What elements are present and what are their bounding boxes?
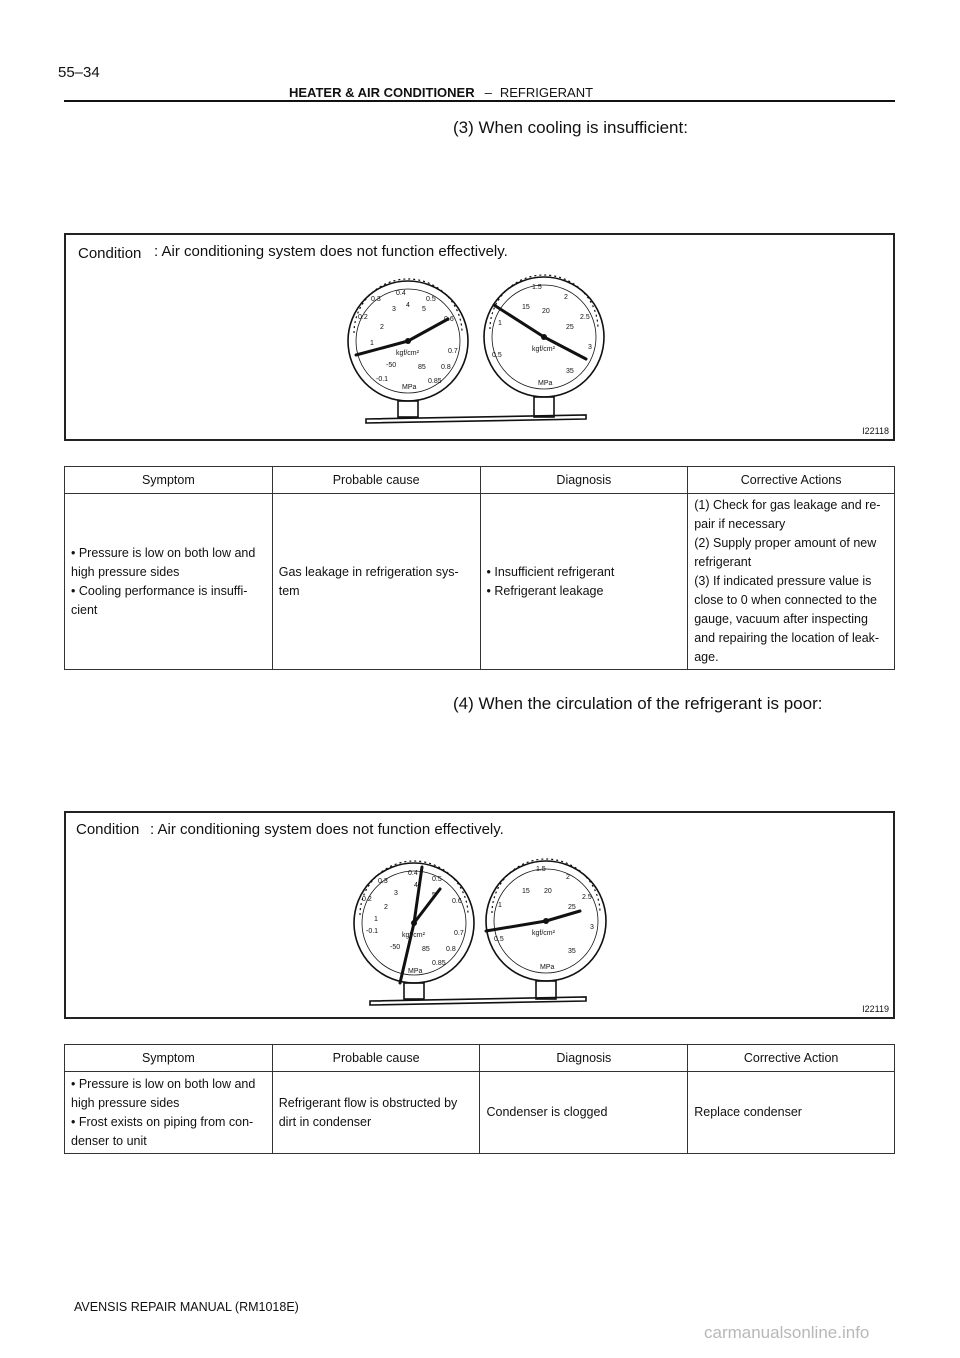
action-cell — [688, 1072, 895, 1154]
svg-text:3: 3 — [588, 344, 592, 351]
svg-text:1: 1 — [370, 340, 374, 347]
col-header-diagnosis: Diagnosis — [480, 1045, 688, 1072]
col-header-symptom: Symptom — [65, 467, 273, 494]
svg-text:0.2: 0.2 — [362, 896, 372, 903]
cause-line: dirt in condenser — [278, 1114, 372, 1129]
svg-text:2.5: 2.5 — [582, 894, 592, 901]
svg-text:kgf/cm²: kgf/cm² — [396, 350, 419, 357]
svg-text:35: 35 — [566, 368, 574, 375]
col-header-cause: Probable cause — [272, 1045, 480, 1072]
svg-text:1.5: 1.5 — [536, 866, 546, 873]
symptom-line: • Frost exists on piping from con- — [71, 1114, 254, 1129]
diagnosis-line: • Insufficient refrigerant — [486, 564, 615, 579]
svg-text:1: 1 — [498, 320, 502, 327]
symptom-line: • Cooling performance is insuffi- — [71, 583, 248, 598]
svg-text:0.5: 0.5 — [432, 876, 442, 883]
svg-text:4: 4 — [406, 302, 410, 309]
manual-footer: AVENSIS REPAIR MANUAL (RM1018E) — [74, 1300, 299, 1314]
svg-text:2: 2 — [566, 874, 570, 881]
svg-text:1.5: 1.5 — [532, 284, 542, 291]
svg-text:-50: -50 — [390, 944, 401, 951]
svg-text:kgf/cm²: kgf/cm² — [532, 346, 555, 353]
svg-text:1: 1 — [498, 902, 502, 909]
svg-text:0.3: 0.3 — [378, 878, 388, 885]
figure-id: I22119 — [862, 1004, 889, 1014]
cause-line: Gas leakage in refrigeration sys- — [278, 564, 459, 579]
symptom-line: • Pressure is low on both low and — [71, 1076, 256, 1091]
header-section: HEATER & AIR CONDITIONER — [289, 85, 475, 100]
diagnosis-cell — [480, 1072, 688, 1154]
svg-text:3: 3 — [394, 890, 398, 897]
table-header-row — [65, 467, 895, 494]
condition-text: : Air conditioning system does not function effectively. — [150, 821, 504, 838]
action-line: gauge, vacuum after inspecting — [694, 612, 868, 626]
col-header-action: Corrective Action — [688, 1045, 895, 1072]
symptom-line: cient — [71, 602, 98, 617]
diagnosis-table-3 — [64, 466, 895, 670]
svg-text:0.8: 0.8 — [446, 946, 456, 953]
condition-label: Condition — [78, 245, 142, 262]
figure-i22118 — [64, 233, 895, 441]
svg-text:85: 85 — [422, 946, 430, 953]
svg-text:3: 3 — [392, 306, 396, 313]
symptom-line: denser to unit — [71, 1133, 147, 1148]
svg-text:15: 15 — [522, 304, 530, 311]
cause-cell — [272, 1072, 480, 1154]
svg-text:2.5: 2.5 — [580, 314, 590, 321]
svg-text:20: 20 — [542, 308, 550, 315]
diagnosis-table-4 — [64, 1044, 895, 1154]
svg-text:0.4: 0.4 — [408, 870, 418, 877]
svg-text:5: 5 — [432, 892, 436, 899]
diagnosis-cell — [480, 494, 688, 670]
svg-text:0.85: 0.85 — [428, 378, 442, 385]
svg-text:MPa: MPa — [538, 380, 553, 387]
col-header-cause: Probable cause — [272, 467, 480, 494]
action-line: (3) If indicated pressure value is — [694, 574, 872, 588]
svg-text:2: 2 — [564, 294, 568, 301]
col-header-symptom: Symptom — [65, 1045, 273, 1072]
svg-text:0.5: 0.5 — [494, 936, 504, 943]
svg-text:1: 1 — [374, 916, 378, 923]
svg-text:85: 85 — [418, 364, 426, 371]
header-subsection: REFRIGERANT — [499, 85, 594, 100]
svg-text:MPa: MPa — [402, 384, 417, 391]
figure-id: I22118 — [862, 426, 889, 436]
svg-text:kgf/cm²: kgf/cm² — [402, 932, 425, 939]
gauge-pair-illustration — [336, 271, 626, 431]
svg-text:20: 20 — [544, 888, 552, 895]
svg-text:kgf/cm²: kgf/cm² — [532, 930, 555, 937]
diagnosis-line: Condenser is clogged — [486, 1105, 608, 1119]
running-header — [289, 85, 593, 100]
svg-text:5: 5 — [422, 306, 426, 313]
svg-text:4: 4 — [414, 882, 418, 889]
watermark: carmanualsonline.info — [704, 1323, 870, 1342]
svg-text:MPa: MPa — [540, 964, 555, 971]
action-line: pair if necessary — [694, 517, 786, 531]
symptom-line: high pressure sides — [71, 564, 180, 579]
symptom-line: high pressure sides — [71, 1095, 180, 1110]
action-line: (1) Check for gas leakage and re- — [694, 498, 881, 512]
svg-text:0.3: 0.3 — [371, 296, 381, 303]
svg-text:25: 25 — [568, 904, 576, 911]
table-row — [65, 494, 895, 670]
svg-text:2: 2 — [380, 324, 384, 331]
condition-text: : Air conditioning system does not function effectively. — [154, 243, 508, 260]
cause-line: tem — [278, 583, 300, 598]
figure-i22119 — [64, 811, 895, 1019]
action-line: close to 0 when connected to the — [694, 593, 877, 607]
action-line: age. — [694, 650, 719, 664]
section-4-title: (4) When the circulation of the refrigerant is poor: — [453, 694, 823, 713]
cause-line: Refrigerant flow is obstructed by — [278, 1095, 458, 1110]
table-row — [65, 1072, 895, 1154]
symptom-cell — [65, 494, 273, 670]
action-line: refrigerant — [694, 555, 752, 569]
diagnosis-line: • Refrigerant leakage — [486, 583, 604, 598]
cause-cell — [272, 494, 480, 670]
svg-text:25: 25 — [566, 324, 574, 331]
header-rule — [64, 100, 895, 102]
svg-text:0.6: 0.6 — [444, 316, 454, 323]
symptom-line: • Pressure is low on both low and — [71, 545, 256, 560]
condition-label: Condition — [76, 821, 140, 838]
svg-text:35: 35 — [568, 948, 576, 955]
col-header-diagnosis: Diagnosis — [480, 467, 688, 494]
svg-text:3: 3 — [590, 924, 594, 931]
svg-text:-0.1: -0.1 — [366, 928, 379, 935]
svg-text:2: 2 — [384, 904, 388, 911]
svg-text:0.5: 0.5 — [492, 352, 502, 359]
col-header-action: Corrective Actions — [688, 467, 895, 494]
svg-text:15: 15 — [522, 888, 530, 895]
action-line: (2) Supply proper amount of new — [694, 536, 877, 550]
svg-text:0.8: 0.8 — [441, 364, 451, 371]
gauge-pair-illustration — [336, 853, 626, 1013]
svg-text:MPa: MPa — [408, 968, 423, 975]
action-line: Replace condenser — [694, 1105, 802, 1119]
svg-text:0.85: 0.85 — [432, 960, 446, 967]
svg-text:0.4: 0.4 — [396, 290, 406, 297]
action-cell — [688, 494, 895, 670]
svg-text:0.2: 0.2 — [358, 314, 368, 321]
svg-text:0.6: 0.6 — [452, 898, 462, 905]
svg-text:0.5: 0.5 — [426, 296, 436, 303]
symptom-cell — [65, 1072, 273, 1154]
action-line: and repairing the location of leak- — [694, 631, 880, 645]
section-3-title: (3) When cooling is insufficient: — [453, 118, 688, 137]
svg-text:0.7: 0.7 — [448, 348, 458, 355]
table-header-row — [65, 1045, 895, 1072]
header-separator: – — [484, 85, 492, 100]
svg-text:0.7: 0.7 — [454, 930, 464, 937]
svg-text:-50: -50 — [386, 362, 397, 369]
svg-text:-0.1: -0.1 — [376, 376, 389, 383]
page-number: 55–34 — [58, 64, 100, 81]
